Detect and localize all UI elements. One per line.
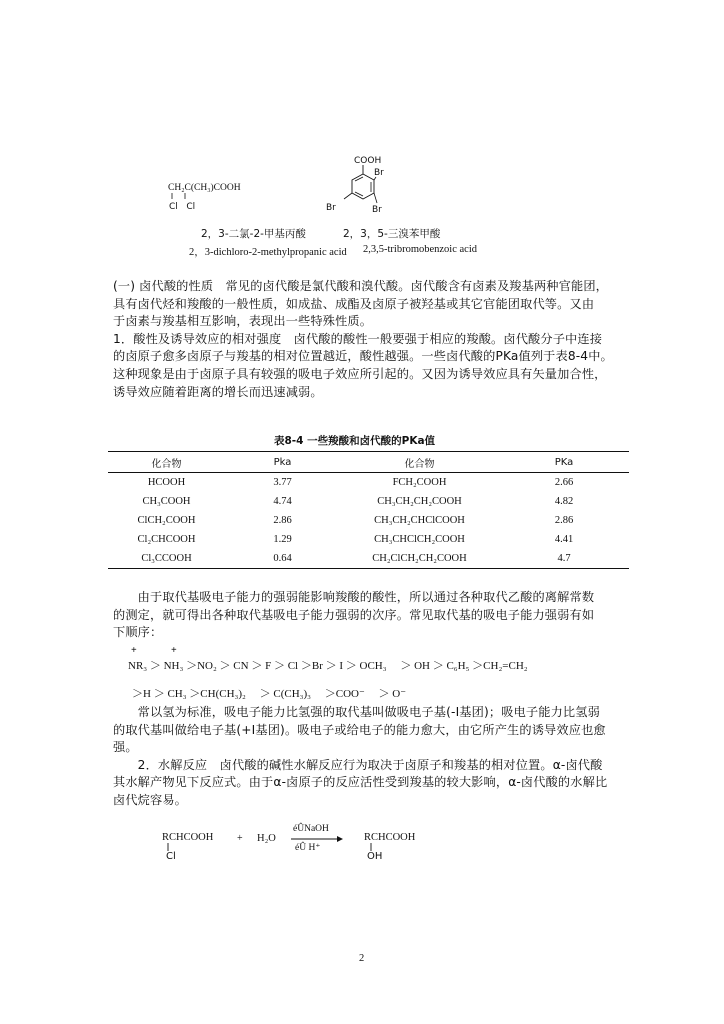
reactant-substituent: Cl [166,851,176,862]
table-cell: CH₃CHClCH₂COOH [374,534,465,545]
text-line: 的取代基叫做给电子基(+I基团)。吸电子或给电子的能力愈大，由它所产生的诱导效应也愈 [113,722,606,737]
table-row [108,549,629,569]
table-row [108,473,629,493]
text-line: 强。 [113,740,138,755]
text-line: 这种现象是由于卤原子具有较强的吸电子效应所引起的。又因为诱导效应具有矢量加合性， [113,366,607,381]
plus-charge: + [171,645,177,656]
table-cell: 4.7 [499,549,629,569]
text-line: 于卤素与羧基相互影响，表现出一些特殊性质。 [113,314,373,329]
reactant-formula: RCHCOOH [162,832,214,843]
product-substituent: OH [367,851,383,862]
condition-top: éÛNaOH [293,824,329,834]
condition-bottom: éÛ H⁺ [295,843,321,853]
text-line: 的测定，就可得出各种取代基吸电子能力强弱的次序。常见取代基的吸电子能力强弱有如 [113,607,595,622]
header-compound: 化合物 [340,452,499,473]
ring-br-left: Br [326,203,336,213]
table-cell: 2.86 [273,515,292,526]
table-cell: Cl₃CCOOH [108,549,225,569]
text-line: 常以氢为标准，吸电子能力比氢强的取代基叫做吸电子基(-I基团)；吸电子能力比氢弱 [113,705,600,719]
section-substituent-order [113,589,628,642]
table-cell: 4.41 [554,534,574,545]
table-cell: 0.64 [225,549,340,569]
text-line: 其水解产物见下反应式。由于α-卤原子的反应活性受到羧基的较大影响，α-卤代酸的水解比 [113,775,608,790]
section-properties [113,278,628,401]
left-formula [168,183,241,193]
pka-table [108,451,629,569]
table-cell: HCOOH [147,477,186,488]
ring-cooh-label: COOH [354,156,382,166]
table-cell: Cl₂CHCOOH [137,534,196,545]
table-row [108,492,629,511]
caption-en-2: 2,3,5-tribromobenzoic acid [363,244,478,255]
table-header-row [108,452,629,473]
left-formula-top: CH₂C(CH₃)COOH [168,183,241,193]
text-line: 1．酸性及诱导效应的相对强度 卤代酸的酸性一般要强于相应的羧酸。卤代酸分子中连接 [113,331,603,346]
table-cell: FCH₂COOH [392,477,447,488]
table-cell: CH₃CH₂CHClCOOH [374,515,465,526]
table-cell: 1.29 [273,534,292,545]
left-formula-bottom: Cl Cl [169,202,196,212]
ring-br-top: Br [374,168,384,178]
benzene-ring [335,165,385,210]
section-hydrolysis [113,704,628,810]
text-line: 卤代烷容易。 [113,792,188,807]
text-line: 2．水解反应 卤代酸的碱性水解反应行为取决于卤原子和羧基的相对位置。α-卤代酸 [113,757,603,772]
page-number: 2 [359,953,365,964]
caption-cn-2: 2，3，5-三溴苯甲酸 [343,228,441,240]
text-line: 诱导效应随着距离的增长而迅速减弱。 [113,384,323,399]
header-pka: Pka [225,452,340,473]
table-cell: 3.77 [273,477,292,488]
table-row [108,511,629,530]
table-cell: 4.82 [554,496,574,507]
product-formula: RCHCOOH [364,832,416,843]
plus-charge: + [131,645,137,656]
text-line: (一) 卤代酸的性质 常见的卤代酸是氯代酸和溴代酸。卤代酸含有卤素及羧基两种官能团， [113,279,608,293]
table-cell: 2.86 [554,515,574,526]
text-line: 具有卤代烃和羧酸的一般性质，如成盐、成酯及卤原子被羟基或其它官能团取代等。又由 [113,296,595,311]
table-cell: 4.74 [273,496,292,507]
reaction-plus: + [237,833,243,844]
table-caption: 表8-4 一些羧酸和卤代酸的PKa值 [274,435,436,447]
table-cell: ClCH₂COOH [137,515,196,526]
header-pka: PKa [499,452,629,473]
table-cell: CH₃COOH [142,496,191,507]
table-cell: CH₂ClCH₂CH₂COOH [340,549,499,569]
water-formula: H₂O [257,833,276,844]
ring-br-right: Br [372,205,382,215]
sequence-line-2: ＞H ＞ CH₃ ＞CH(CH₃)₂ ＞ C(CH₃)₃ ＞COO⁻ ＞ O⁻ [132,688,407,700]
caption-en-1: 2，3-dichloro-2-methylpropanic acid [189,247,347,258]
text-line: 下顺序： [113,625,163,640]
table-row [108,530,629,549]
table-cell: CH₃CH₂CH₂COOH [377,496,462,507]
caption-cn-1: 2，3-二氯-2-甲基丙酸 [201,228,306,240]
table-cell: 2.66 [554,477,574,488]
text-line: 的卤原子愈多卤原子与羧基的相对位置越近，酸性越强。一些卤代酸的PKa值列于表8-4中。 [113,349,613,364]
text-line: 由于取代基吸电子能力的强弱能影响羧酸的酸性，所以通过各种取代乙酸的离解常数 [113,590,595,604]
sequence-line-1: NR₃ ＞ NH₃ ＞NO₂ ＞ CN ＞ F ＞ Cl ＞Br ＞ I ＞ OCH₃ ＞ OH ＞ C₆H₅ ＞CH₂=CH₂ [128,660,528,672]
header-compound: 化合物 [108,452,225,473]
